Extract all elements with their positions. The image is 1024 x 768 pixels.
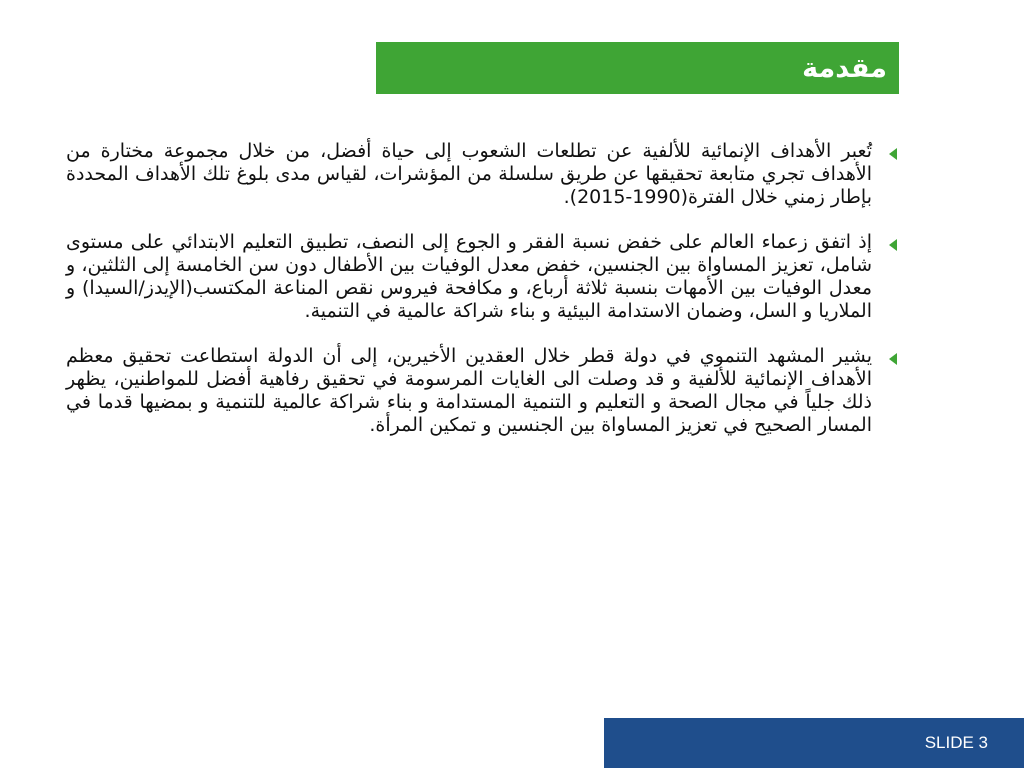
list-item <box>66 231 904 323</box>
triangle-bullet-icon <box>882 345 904 365</box>
bullet-text: تُعبر الأهداف الإنمائية للألفية عن تطلعات الشعوب إلى حياة أفضل، من خلال مجموعة مختارة من الأهداف تجري متابعة تحقيقها عن طريق سلسلة من المؤشرات، لقياس مدى بلوغ تلك الأهداف المحددة بإطار زمني خلال الفترة(1990-2015). <box>66 140 872 208</box>
footer-bar <box>604 718 1024 768</box>
slide-title: مقدمة <box>802 52 887 84</box>
bullet-text: يشير المشهد التنموي في دولة قطر خلال العقدين الأخيرين، إلى أن الدولة استطاعت تحقيق معظم الأهداف الإنمائية للألفية و قد وصلت الى الغايات المرسومة في تحقيق رفاهية أفضل للمواطنين، يظهر ذلك جلياً في مجال الصحة و التعليم و التنمية المستدامة و بناء شراكة عالمية للتنمية و بمضيها قدما في المسار الصحيح في تعزيز المساواة بين الجنسين و تمكين المرأة. <box>66 345 872 436</box>
list-item <box>66 345 904 437</box>
bullet-list <box>66 140 904 459</box>
triangle-bullet-icon <box>882 231 904 251</box>
triangle-bullet-icon <box>882 140 904 160</box>
list-item <box>66 140 904 209</box>
slide-number: SLIDE 3 <box>924 733 988 752</box>
bullet-text: إذ اتفق زعماء العالم على خفض نسبة الفقر و الجوع إلى النصف، تطبيق التعليم الابتدائي على مستوى شامل، تعزيز المساواة بين الجنسين، خفض معدل الوفيات بين الأطفال دون سن الخامسة إلى الثلثين، و معدل الوفيات بين الأمهات بنسبة ثلاثة أرباع، و مكافحة فيروس نقص المناعة المكتسب(الإيدز/السيدا) و الملاريا و السل، وضمان الاستدامة البيئية و بناء شراكة عالمية في التنمية. <box>66 231 872 322</box>
title-bar <box>376 42 899 94</box>
